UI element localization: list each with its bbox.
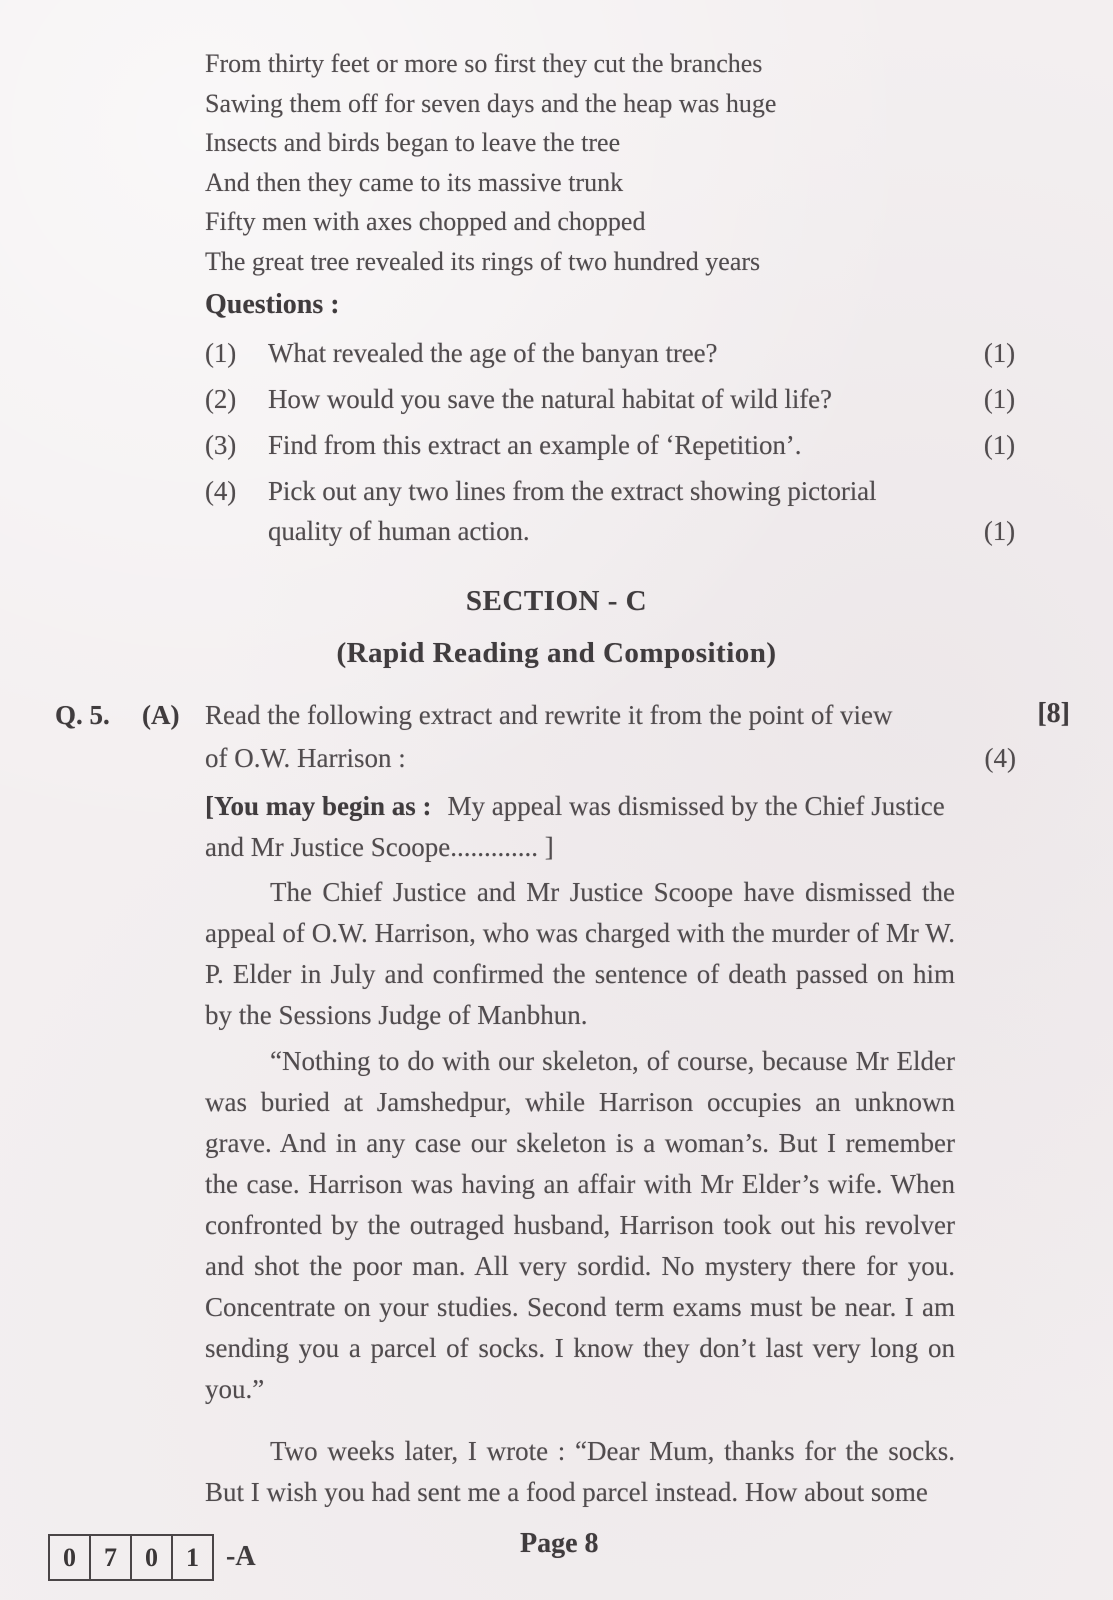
question-number: (2) xyxy=(205,384,237,414)
question-text: Pick out any two lines from the extract showing pictorial quality of human action. xyxy=(268,476,877,546)
question-row xyxy=(205,471,1015,551)
poem-extract xyxy=(205,44,776,281)
question-number: (1) xyxy=(205,338,237,368)
poem-line: The great tree revealed its rings of two hundred years xyxy=(205,246,761,276)
code-digit: 7 xyxy=(91,1536,132,1579)
poem-line: Sawing them off for seven days and the heap was huge xyxy=(205,88,777,118)
question-marks: (1) xyxy=(983,384,1015,414)
question-marks: (1) xyxy=(983,338,1015,368)
exam-code-box xyxy=(48,1534,214,1581)
q5-number: Q. 5. xyxy=(55,700,110,730)
poem-line: Fifty men with axes chopped and chopped xyxy=(205,207,646,236)
q5-hint-text: My appeal was dismissed by the Chief Justice and Mr Justice Scoope............. ] xyxy=(205,791,945,862)
page-number: Page 8 xyxy=(520,1528,599,1559)
q5-instruction-line1 xyxy=(55,700,893,731)
q5-hint-lead: [You may begin as : xyxy=(205,791,432,821)
poem-line: From thirty feet or more so first they cut the branches xyxy=(205,49,763,78)
extract-paragraph: Two weeks later, I wrote : “Dear Mum, thanks for the socks. But I wish you had sent me a food parcel instead. How about some xyxy=(205,1436,955,1507)
section-title: SECTION - C xyxy=(465,585,648,617)
question-text: What revealed the age of the banyan tree? xyxy=(268,338,718,368)
question-text: Find from this extract an example of ‘Repetition’. xyxy=(268,430,802,460)
poem-line: And then they came to its massive trunk xyxy=(205,167,624,197)
code-suffix: -A xyxy=(226,1541,256,1572)
question-number: (4) xyxy=(205,476,237,506)
q5-instruction-text: Read the following extract and rewrite it from the point of view xyxy=(205,700,893,730)
code-digit: 1 xyxy=(186,1542,199,1572)
question-row xyxy=(205,333,1015,373)
code-digit: 0 xyxy=(132,1536,173,1579)
question-row xyxy=(205,379,1015,419)
q5-total-marks: [8] xyxy=(1037,698,1070,729)
question-number: (3) xyxy=(205,430,237,460)
code-digit: 0 xyxy=(50,1536,91,1579)
questions-heading: Questions : xyxy=(205,289,340,320)
q5-part-label: (A) xyxy=(142,700,180,730)
extract-body xyxy=(205,872,955,1518)
q5-instruction-line2: of O.W. Harrison : xyxy=(205,743,406,773)
q5-sub-marks: (4) xyxy=(984,743,1016,773)
q5-hint xyxy=(205,786,955,868)
question-text: How would you save the natural habitat of wild life? xyxy=(268,384,832,414)
question-marks: (1) xyxy=(983,430,1015,460)
extract-paragraph: “Nothing to do with our skeleton, of course, because Mr Elder was buried at Jamshedpur, while Harrison occupies an unknown grave. And in any case our skeleton is a woman’s. But I remember the case. Harrison was having an affair with Mr Elder’s wife. When confronted by the outraged husband, Harrison took out his revolver and shot the poor man. All very sordid. No mystery there for you. Concentrate on your studies. Second term exams must be near. I am sending you a parcel of socks. I know they don’t last very long on you.” xyxy=(205,1046,955,1404)
section-subtitle: (Rapid Reading and Composition) xyxy=(336,637,777,669)
question-marks: (1) xyxy=(983,516,1015,546)
extract-paragraph: The Chief Justice and Mr Justice Scoope have dismissed the appeal of O.W. Harrison, who was charged with the murder of Mr W. P. Elder in July and confirmed the sentence of death passed on him by the Sessions Judge of Manbhun. xyxy=(205,877,955,1030)
poem-line: Insects and birds began to leave the tree xyxy=(205,128,621,157)
question-list xyxy=(205,333,1015,557)
question-row xyxy=(205,425,1015,465)
